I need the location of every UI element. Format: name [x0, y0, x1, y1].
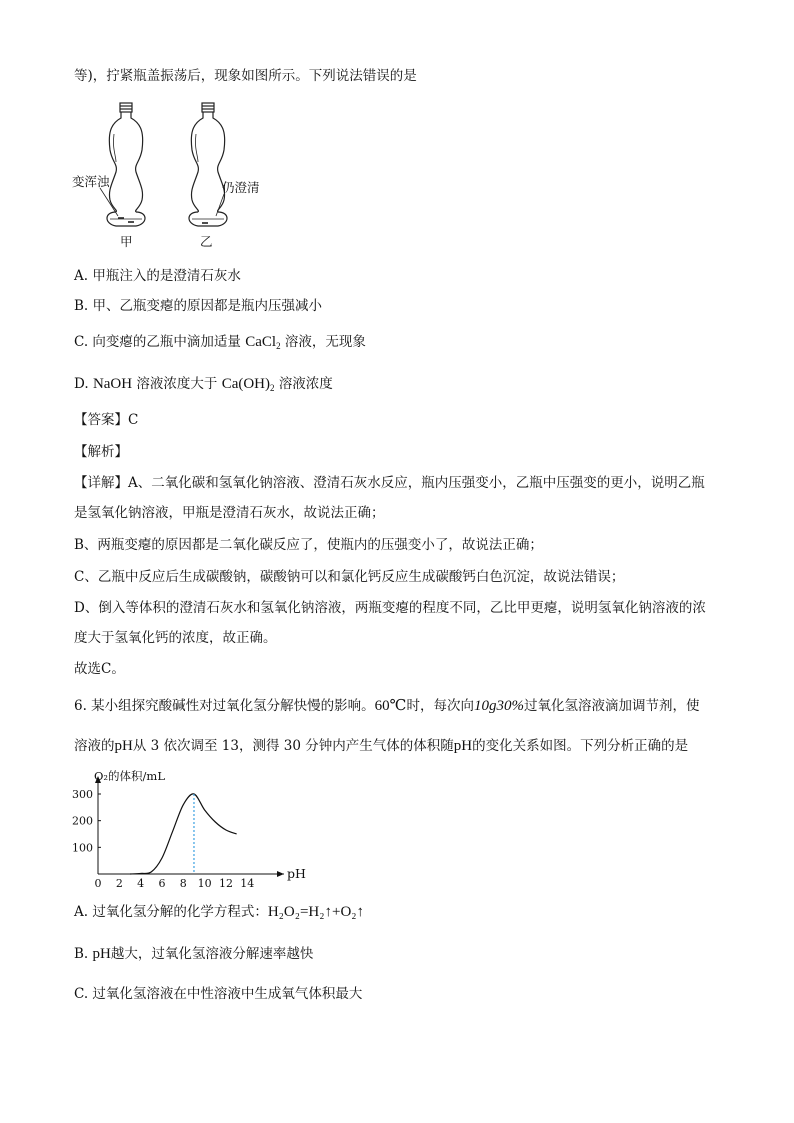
detail-d-cont: 度大于氢氧化钙的浓度，故正确。 — [74, 630, 277, 646]
y-tick-label: 300 — [72, 788, 93, 801]
y-axis-label: O₂的体积/mL — [94, 769, 165, 783]
option-d-mid: 溶液浓度大于 — [136, 376, 218, 392]
detail-d: D、倒入等体积的澄清石灰水和氢氧化钠溶液，两瓶变瘪的程度不同，乙比甲更瘪，说明氢氧化钠溶液的浓 — [74, 600, 706, 616]
bottle-yi-icon — [189, 103, 227, 226]
x-tick-label: 0 — [94, 877, 102, 890]
q6-option-b: B. pH越大，过氧化氢溶液分解速率越快 — [74, 946, 314, 962]
analysis-title: 【解析】 — [74, 444, 128, 460]
q5-option-a: A. 甲瓶注入的是澄清石灰水 — [74, 268, 241, 284]
x-tick-label: 6 — [158, 877, 166, 890]
q6-option-a: A. 过氧化氢分解的化学方程式：H₂O₂=H₂↑+O₂↑ — [74, 904, 365, 920]
x-tick-label: 12 — [218, 877, 233, 890]
option-d-pre: D. — [74, 376, 93, 392]
y-tick-label: 200 — [72, 814, 93, 828]
option-c-pre: C. 向变瘪的乙瓶中滴加适量 — [74, 334, 241, 350]
q5-option-c — [74, 332, 366, 356]
label-left: 变浑浊 — [72, 174, 110, 189]
x-tick-label: 14 — [240, 877, 255, 890]
x-axis-label: pH — [287, 866, 306, 881]
q5-option-d — [74, 374, 333, 398]
x-tick-label: 8 — [179, 877, 187, 890]
caption-yi: 乙 — [200, 234, 213, 249]
label-right: 仍澄清 — [222, 180, 260, 195]
q5-option-b: B. 甲、乙瓶变瘪的原因都是瓶内压强减小 — [74, 298, 323, 314]
detail-c: C、乙瓶中反应后生成碳酸钠，碳酸钠可以和氯化钙反应生成碳酸钙白色沉淀，故说法错误； — [74, 569, 625, 585]
series-line — [130, 794, 237, 874]
option-d-formula1: NaOH — [92, 376, 133, 392]
conclusion: 故选C。 — [74, 661, 125, 677]
x-axis-arrow-icon — [277, 871, 284, 877]
ph-chart — [66, 768, 306, 894]
x-tick-label: 2 — [115, 877, 123, 890]
q6-option-c: C. 过氧化氢溶液在中性溶液中生成氧气体积最大 — [74, 986, 363, 1002]
option-d-post: 溶液浓度 — [278, 376, 333, 392]
option-c-formula: CaCl$_2$ — [245, 334, 281, 351]
detail-a-cont: 是氢氧化钠溶液，甲瓶是澄清石灰水，故说法正确； — [74, 505, 385, 521]
q6-stem-line2: 溶液的pH从 3 依次调至 13，测得 30 分钟内产生气体的体积随pH的变化关系如图。下列分析正确的是 — [74, 738, 689, 754]
bottle-figure — [66, 100, 286, 250]
detail-b: B、两瓶变瘪的原因都是二氧化碳反应了，使瓶内的压强变小了，故说法正确； — [74, 537, 543, 553]
option-d-formula2: $Ca(OH)_2$ — [221, 376, 275, 393]
x-tick-label: 4 — [137, 877, 145, 890]
intro-line: 等)，拧紧瓶盖振荡后，现象如图所示。下列说法错误的是 — [74, 68, 417, 84]
y-tick-label: 100 — [72, 841, 93, 855]
detail-a: 【详解】A、二氧化碳和氢氧化钠溶液、澄清石灰水反应，瓶内压强变小，乙瓶中压强变的更小，说明乙瓶 — [74, 475, 705, 491]
q6-stem-line1: 6. 某小组探究酸碱性对过氧化氢分解快慢的影响。60℃时，每次向10g30%过氧化氢溶液滴加调节剂，使 — [74, 698, 700, 714]
option-c-post: 溶液，无现象 — [284, 334, 366, 350]
x-tick-label: 10 — [197, 877, 212, 890]
caption-jia: 甲 — [120, 234, 133, 249]
answer-line: 【答案】C — [74, 412, 139, 428]
